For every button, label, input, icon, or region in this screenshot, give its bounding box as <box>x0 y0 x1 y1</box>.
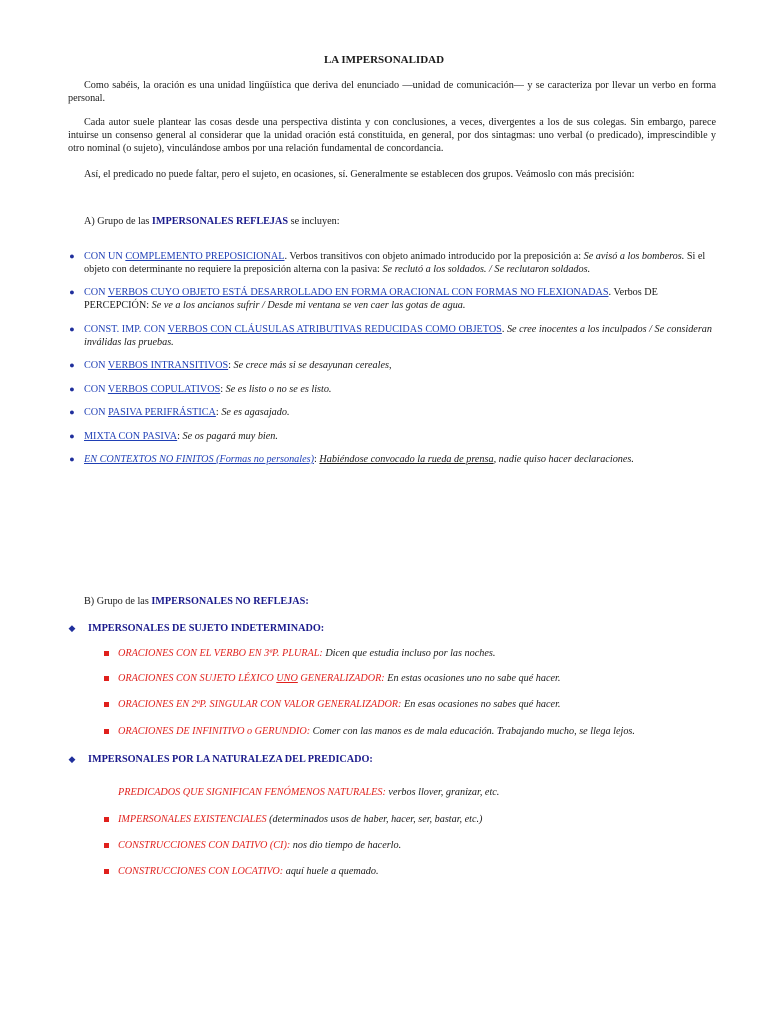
document-title: LA IMPERSONALIDAD <box>323 54 445 66</box>
context-paragraph: Cada autor suele plantear las cosas desde una perspectiva distinta y con conclusiones, a veces, divergentes a los de sus colegas. Sin embargo, parece intuirse un consenso general al considerar que la unidad oración está constituida, en general, por dos sintagmas: uno verbal (o predicado), imprescindible y otro nominal (o sujeto), vinculándose ambos por una relación fundamental de concordancia. <box>68 117 716 154</box>
bullet-icon: ● <box>69 360 75 370</box>
item-link[interactable]: VERBOS INTRANSITIVOS <box>107 360 229 371</box>
group-a-prefix: A) Grupo de las <box>84 216 152 227</box>
item-link[interactable]: MIXTA CON PASIVA <box>84 431 178 442</box>
item-text: : <box>215 407 222 418</box>
section-heading-text: IMPERSONALES DE SUJETO INDETERMINADO: <box>88 623 325 634</box>
item-example: Se reclutó a los soldados. / Se reclutaron soldados. <box>382 264 591 275</box>
list-item <box>84 453 724 466</box>
square-bullet-icon <box>104 843 109 848</box>
item-example: En esas ocasiones no sabes qué hacer. <box>401 699 561 710</box>
item-example: En estas ocasiones uno no sabe qué hacer. <box>384 673 561 684</box>
item-text: : <box>314 454 320 465</box>
section-heading-text: IMPERSONALES POR LA NATURALEZA DEL PREDICADO: <box>88 754 373 765</box>
item-label: ORACIONES EN 2ªP. SINGULAR CON VALOR GENERALIZADOR: <box>118 699 402 710</box>
item-label: ORACIONES DE INFINITIVO o GERUNDIO: <box>118 726 311 737</box>
item-example: Se crece más si se desayunan cereales, <box>233 360 392 371</box>
item-label: CONSTRUCCIONES CON DATIVO (CI): <box>118 840 291 851</box>
list-item <box>84 430 724 443</box>
item-lead: CON <box>84 407 109 418</box>
item-text: , nadie quiso hacer declaraciones. <box>493 454 634 465</box>
square-bullet-icon <box>104 869 109 874</box>
item-label: ORACIONES CON SUJETO LÉXICO <box>118 673 277 684</box>
item-example: verbos llover, granizar, etc. <box>385 787 500 798</box>
item-link[interactable]: COMPLEMENTO PREPOSICIONAL <box>125 251 285 262</box>
square-bullet-icon <box>104 729 109 734</box>
square-bullet-icon <box>104 651 109 656</box>
bullet-icon: ● <box>69 407 75 417</box>
item-example: Se es agasajado. <box>221 407 290 418</box>
list-item <box>118 647 718 660</box>
list-item <box>84 286 724 312</box>
item-example: aquí huele a quemado. <box>283 866 379 877</box>
group-a-heading <box>84 215 340 228</box>
section-heading <box>88 753 728 766</box>
item-label: ORACIONES CON EL VERBO EN 3ªP. PLURAL: <box>118 648 323 659</box>
item-text: : <box>177 431 183 442</box>
item-example: Se avisó a los bomberos. <box>583 251 685 262</box>
item-example: Se ve a los ancianos sufrir / Desde mi ventana se ven caer las gotas de agua. <box>151 300 466 311</box>
item-example: Se cree inocentes a los inculpados / Se consideran inválidas las pruebas. <box>84 324 712 348</box>
list-item <box>84 406 724 419</box>
group-b-prefix: B) Grupo de las <box>84 596 152 607</box>
bullet-icon: ● <box>69 251 75 261</box>
item-lead: CONST. IMP. CON <box>84 324 168 335</box>
item-text: : <box>228 360 234 371</box>
item-example: (determinados usos de haber, hacer, ser, bastar, etc.) <box>266 814 483 825</box>
list-item <box>118 839 718 852</box>
item-text: . <box>501 324 507 335</box>
bullet-icon: ● <box>69 324 75 334</box>
item-text: : <box>220 384 226 395</box>
bullet-icon: ● <box>69 287 75 297</box>
item-lead: CON <box>84 287 108 298</box>
item-link[interactable]: VERBOS CON CLÁUSULAS ATRIBUTIVAS REDUCIDAS COMO OBJETOS <box>167 324 502 335</box>
list-item <box>118 672 718 685</box>
item-example: Comer con las manos es de mala educación. Trabajando mucho, se llega lejos. <box>310 726 635 737</box>
item-example: nos dio tiempo de hacerlo. <box>290 840 402 851</box>
intro-paragraph: Como sabéis, la oración es una unidad lingüística que deriva del enunciado —unidad de comunicación— y se caracteriza por llevar un verbo en forma personal. <box>68 80 716 104</box>
item-link[interactable]: VERBOS COPULATIVOS <box>107 384 221 395</box>
item-label: PREDICADOS QUE SIGNIFICAN FENÓMENOS NATURALES: <box>118 787 386 798</box>
list-item <box>84 359 724 372</box>
item-lead: CON UN <box>84 251 126 262</box>
item-lead: CON <box>84 384 108 395</box>
square-bullet-icon <box>104 702 109 707</box>
item-label: CONSTRUCCIONES CON LOCATIVO: <box>118 866 284 877</box>
section-heading <box>88 622 728 635</box>
item-label-underlined: UNO <box>276 673 298 684</box>
list-item <box>118 786 718 799</box>
item-example: Habiéndose convocado la rueda de prensa <box>319 454 494 465</box>
item-text: . Verbos transitivos con objeto animado introducido por la preposición a: <box>284 251 584 262</box>
item-link[interactable]: EN CONTEXTOS NO FINITOS (Formas no personales) <box>84 454 314 465</box>
list-item <box>84 323 724 349</box>
list-item <box>118 865 718 878</box>
square-bullet-icon <box>104 676 109 681</box>
item-example: Dicen que estudia incluso por las noches. <box>322 648 496 659</box>
bullet-icon: ● <box>69 384 75 394</box>
group-a-suffix: se incluyen: <box>288 216 340 227</box>
bullet-icon: ● <box>69 454 75 464</box>
square-bullet-icon <box>104 817 109 822</box>
item-link[interactable]: VERBOS CUYO OBJETO ESTÁ DESARROLLADO EN FORMA ORACIONAL CON FORMAS NO FLEXIONADAS <box>107 287 609 298</box>
item-text: . Verbos DE PERCEPCIÓN: <box>84 287 658 311</box>
diamond-bullet-icon: ◆ <box>68 623 76 633</box>
item-example: Se os pagará muy bien. <box>182 431 278 442</box>
group-a-highlight: IMPERSONALES REFLEJAS <box>151 216 289 227</box>
item-text: Si el objeto con determinante no requiere la preposición alterna con la pasiva: <box>84 251 706 275</box>
diamond-bullet-icon: ◆ <box>68 754 76 764</box>
list-item <box>84 250 724 276</box>
item-link[interactable]: PASIVA PERIFRÁSTICA <box>108 407 216 418</box>
list-item <box>118 698 718 711</box>
item-label: GENERALIZADOR: <box>297 673 385 684</box>
list-item <box>118 725 718 738</box>
group-b-highlight: IMPERSONALES NO REFLEJAS: <box>151 596 309 607</box>
transition-paragraph: Así, el predicado no puede faltar, pero el sujeto, en ocasiones, sí. Generalmente se establecen dos grupos. Veámoslo con más precisión: <box>84 169 635 180</box>
group-b-heading <box>84 595 309 608</box>
item-label: IMPERSONALES EXISTENCIALES <box>118 814 267 825</box>
list-item <box>118 813 718 826</box>
item-lead: CON <box>84 360 108 371</box>
item-example: Se es listo o no se es listo. <box>225 384 332 395</box>
bullet-icon: ● <box>69 431 75 441</box>
list-item <box>84 383 724 396</box>
